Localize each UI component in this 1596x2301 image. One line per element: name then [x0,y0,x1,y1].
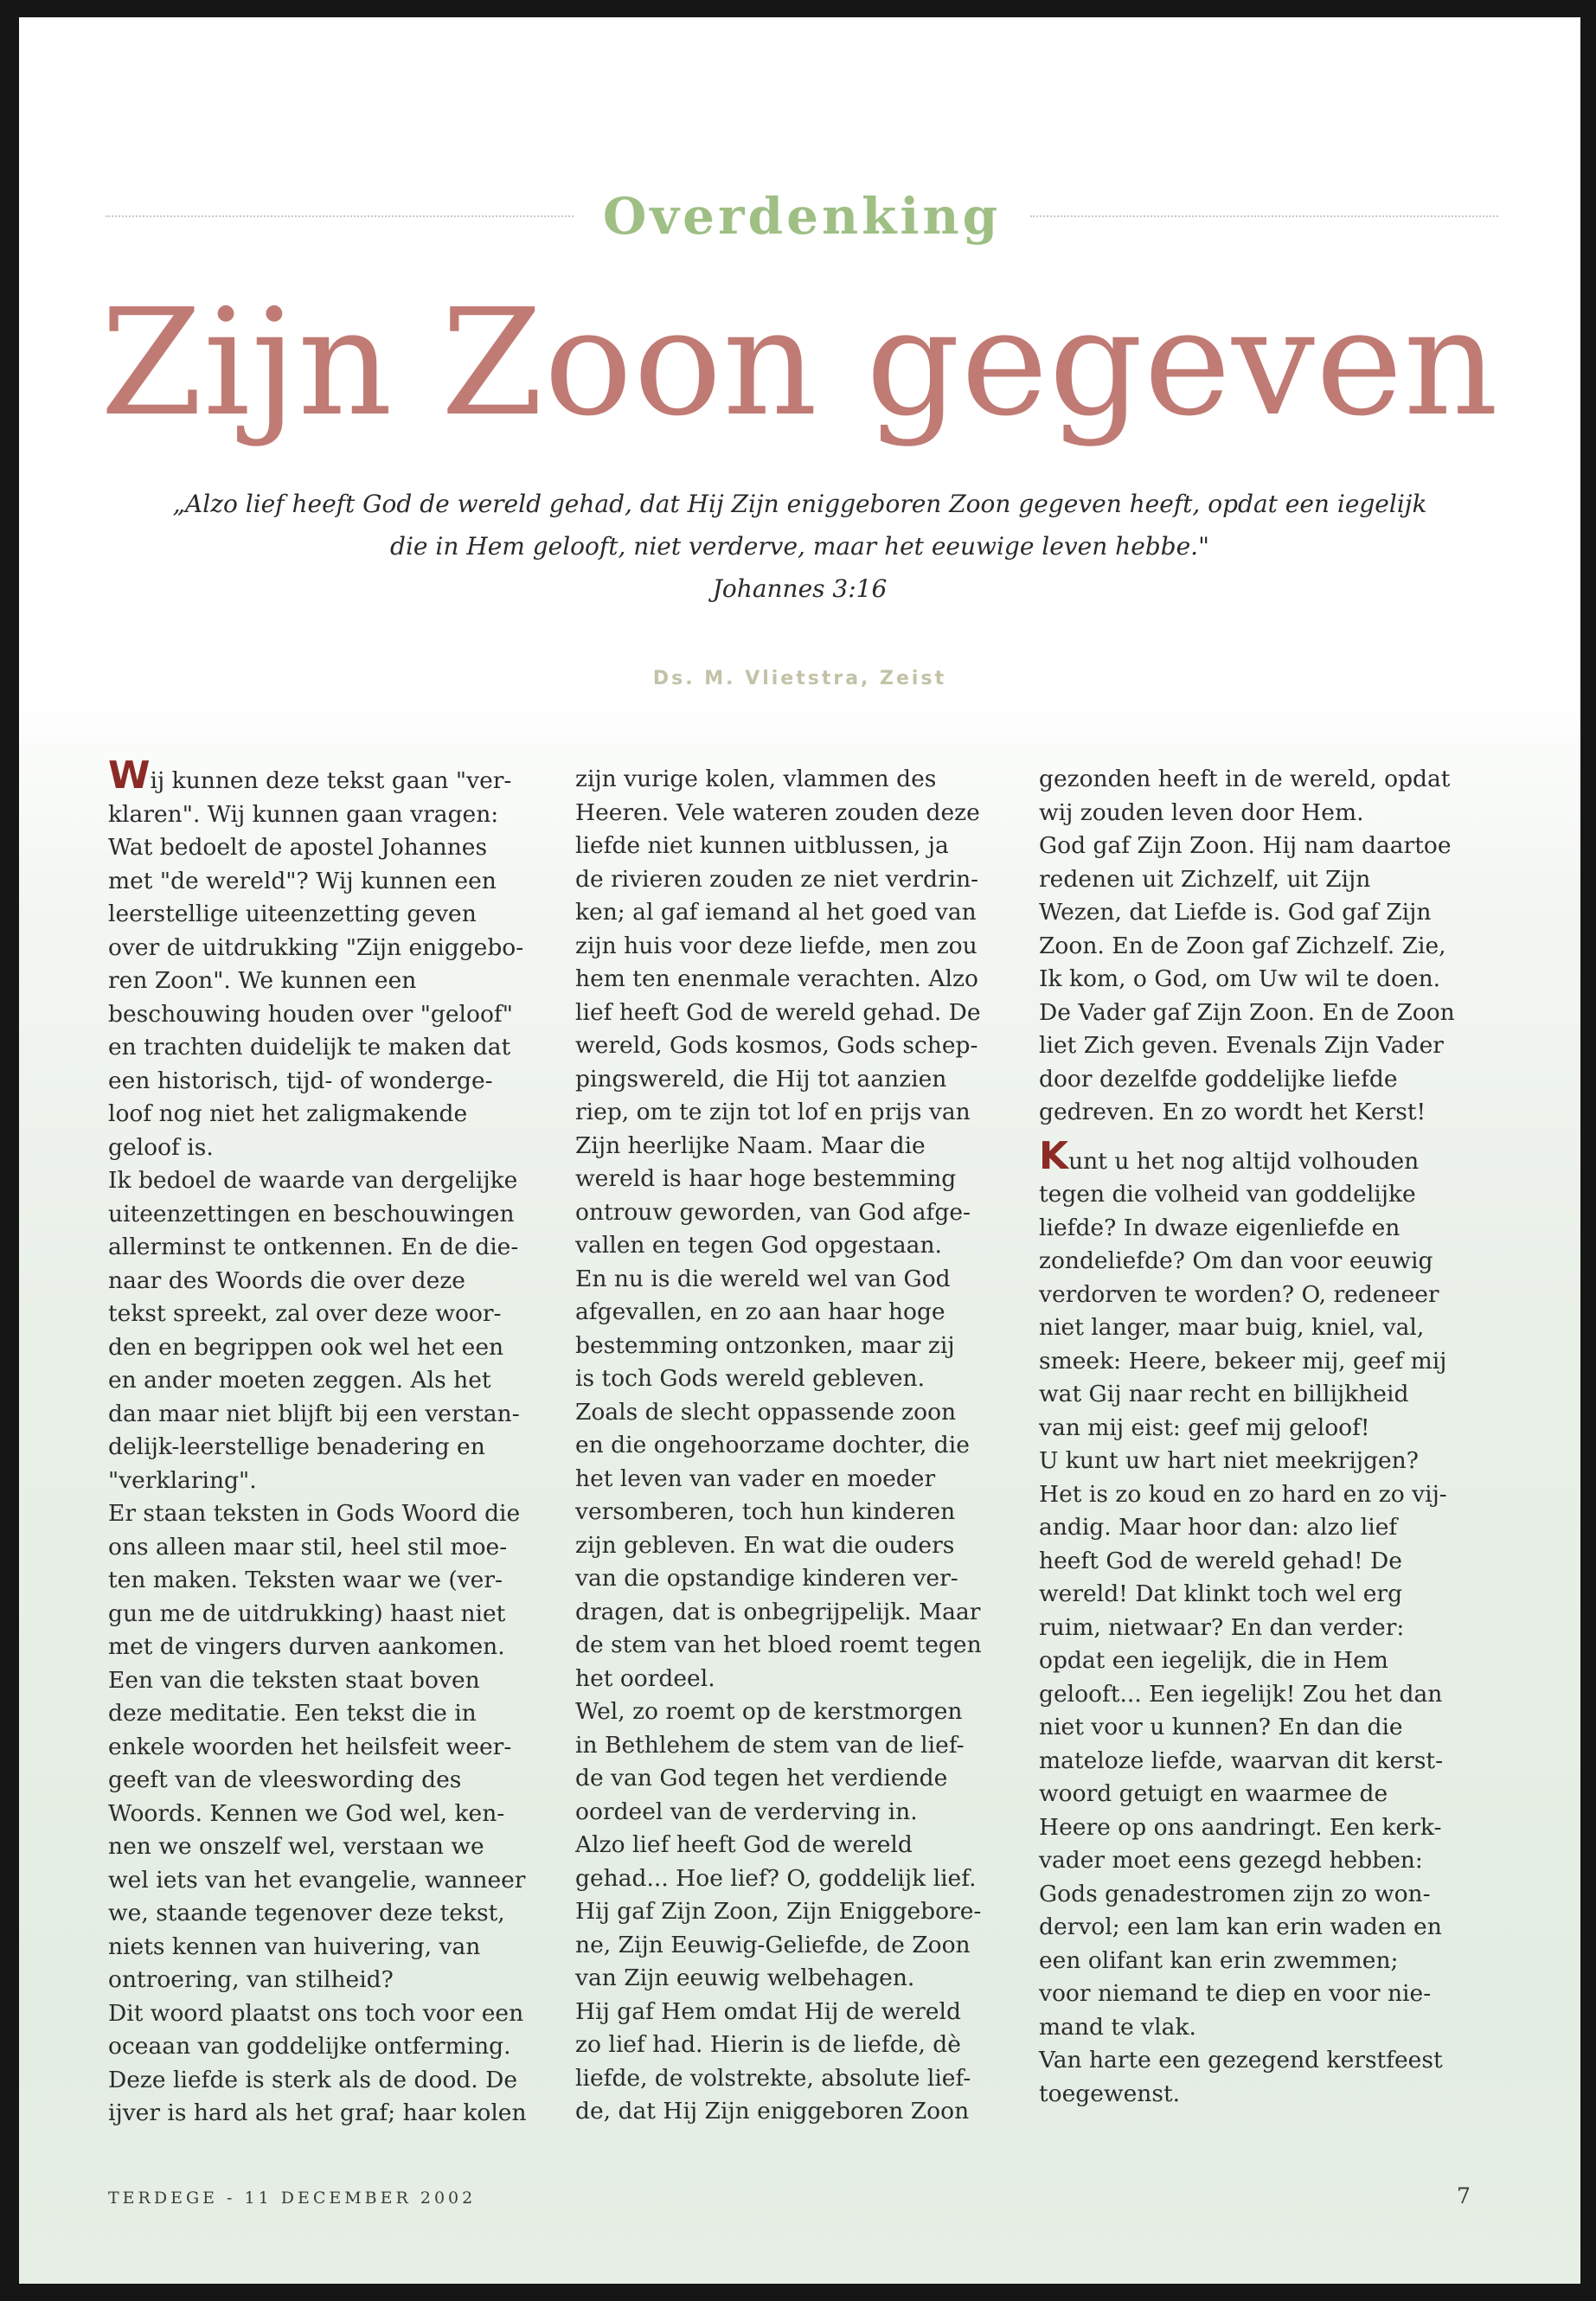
body-text-line: Gods genadestromen zijn zo won- [1039,1880,1431,1907]
body-text-line: niet voor u kunnen? En dan die [1039,1714,1403,1740]
body-text-line: Woords. Kennen we God wel, ken- [108,1799,505,1827]
body-text-line: van Zijn eeuwig welbehagen. [575,1965,915,1991]
section-header [106,182,1498,251]
body-text-line: andig. Maar hoor dan: alzo lief [1039,1514,1398,1541]
body-text-line: U kunt uw hart niet meekrijgen? [1039,1447,1419,1474]
quote-reference: Johannes 3:16 [712,574,888,603]
body-text-line: de, dat Hij Zijn eniggeboren Zoon [575,2098,970,2125]
body-text-line: ten maken. Teksten waar we (ver- [108,1567,503,1593]
body-text-line: lief heeft God de wereld gehad. De [575,998,981,1026]
body-text-line: dervol; een lam kan erin waden en [1039,1913,1442,1940]
body-text-line: Ik kom, o God, om Uw wil te doen. [1039,965,1441,992]
body-text-line: wat Gij naar recht en billijkheid [1039,1381,1409,1407]
body-text-line: afgevallen, en zo aan haar hoge [575,1298,945,1325]
body-text-line: gezonden heeft in de wereld, opdat [1039,766,1451,792]
body-text-line: ken; al gaf iemand al het goed van [575,899,977,926]
body-text-line: redenen uit Zichzelf, uit Zijn [1039,865,1371,893]
body-text-line: is toch Gods wereld gebleven. [575,1365,926,1392]
text-column-3 [1039,763,1489,2111]
body-text-line: ijver is hard als het graf; haar kolen [108,2099,527,2126]
body-text-line: en die ongehoorzame dochter, die [575,1432,970,1458]
body-text-line: ontrouw geworden, van God afge- [575,1198,971,1226]
body-text-line: leerstellige uiteenzetting geven [108,901,477,927]
body-text-line: uiteenzettingen en beschouwingen [108,1200,515,1227]
body-text-line: En nu is die wereld wel van God [575,1265,951,1292]
body-text-line: ontroering, van stilheid? [108,1966,394,1993]
quote-line: die in Hem gelooft, niet verderve, maar het eeuwige leven hebbe." [390,532,1209,561]
body-text-line: naar des Woords die over deze [108,1266,465,1294]
body-text-line: woord getuigt en waarmee de [1039,1780,1388,1807]
body-text-line: een olifant kan erin zwemmen; [1039,1946,1399,1974]
body-text-line: geloof is. [108,1133,214,1161]
text-column-2 [575,763,1025,2129]
body-text-line: van mij eist: geef mij geloof! [1039,1413,1370,1441]
body-text-line: ruim, nietwaar? En dan verder: [1039,1613,1405,1641]
body-text-line: opdat een iegelijk, die in Hem [1039,1647,1388,1674]
body-text-line: ne, Zijn Eeuwig-Geliefde, de Zoon [575,1931,971,1958]
body-text-line: verdorven te worden? O, redeneer [1039,1280,1439,1308]
body-text-line: Kunt u het nog altijd volhouden [1039,1133,1420,1178]
body-text-line: delijk-leerstellige benadering en [108,1433,485,1460]
drop-cap: W [108,753,151,798]
body-text-line: en trachten duidelijk te maken dat [108,1034,511,1061]
body-text-line: hem ten enenmale verachten. Alzo [575,965,978,992]
body-text-line: tekst spreekt, zal over deze woor- [108,1300,502,1327]
body-text-line: Ik bedoel de waarde van dergelijke [108,1167,518,1194]
body-text-line: Een van die teksten staat boven [108,1666,480,1694]
scripture-quote [123,483,1477,610]
body-text-line: Alzo lief heeft God de wereld [575,1831,913,1858]
body-text-line: Er staan teksten in Gods Woord die [108,1500,521,1527]
body-text-line: wereld! Dat klinkt toch wel erg [1039,1580,1403,1607]
magazine-page [19,17,1580,2284]
text-column-1 [108,753,558,2131]
body-text-line: gehad... Hoe lief? O, goddelijk lief. [575,1864,977,1892]
body-text-line: over de uitdrukking "Zijn eniggebo- [108,933,524,961]
body-text-line: geeft van de vleeswording des [108,1766,462,1793]
body-text-line: "verklaring". [108,1466,257,1494]
body-text-line: heeft God de wereld gehad! De [1039,1547,1402,1574]
body-text-line: zondeliefde? Om dan voor eeuwig [1039,1247,1433,1274]
body-text-line: nen we onszelf wel, verstaan we [108,1833,484,1860]
body-text-line: Zoals de slecht oppassende zoon [575,1398,957,1426]
body-text-line: Wat bedoelt de apostel Johannes [108,834,488,861]
body-text-line: Dit woord plaatst ons toch voor een [108,1999,524,2027]
article-body [108,753,1492,2147]
body-text-line: wel iets van het evangelie, wanneer [108,1866,526,1894]
body-text-line: zo lief had. Hierin is de liefde, dè [575,2031,961,2058]
body-text-line: God gaf Zijn Zoon. Hij nam daartoe [1039,832,1452,859]
body-text-line: met "de wereld"? Wij kunnen een [108,867,497,894]
body-text-line: smeek: Heere, bekeer mij, geef mij [1039,1347,1447,1375]
body-text-line: vader moet eens gezegd hebben: [1039,1847,1423,1874]
publication-footer: TERDEGE - 11 DECEMBER 2002 [108,2189,477,2208]
body-text-line: deze meditatie. Een tekst die in [108,1700,477,1727]
body-text-line: gedreven. En zo wordt het Kerst! [1039,1099,1426,1125]
body-text-line: enkele woorden het heilsfeit weer- [108,1733,512,1760]
body-text-line: Hij gaf Zijn Zoon, Zijn Eniggebore- [575,1898,982,1925]
body-text-line: oceaan van goddelijke ontferming. [108,2033,511,2060]
body-text-line: beschouwing houden over "geloof" [108,1000,513,1028]
body-text-line: de van God tegen het verdiende [575,1765,948,1791]
body-text-line: versomberen, toch hun kinderen [575,1498,956,1525]
body-text-line: in Bethlehem de stem van de lief- [575,1731,965,1759]
body-text-line: zijn vurige kolen, vlammen des [575,766,937,792]
body-text-line: liefde? In dwaze eigenliefde en [1039,1214,1401,1241]
body-text-line: gun me de uitdrukking) haast niet [108,1599,506,1627]
paragraph-gap [1039,1130,1489,1144]
body-text-line: het leven van vader en moeder [575,1465,936,1492]
body-text-line: Zoon. En de Zoon gaf Zichzelf. Zie, [1039,932,1446,959]
body-text-line: de rivieren zouden ze niet verdrin- [575,865,979,893]
body-text-line: allerminst te ontkennen. En de die- [108,1234,519,1260]
body-text-line: Heere op ons aandringt. Een kerk- [1039,1813,1442,1841]
body-text-line: door dezelfde goddelijke liefde [1039,1065,1398,1093]
body-text-line: liefde niet kunnen uitblussen, ja [575,832,949,859]
body-text-line: met de vingers durven aankomen. [108,1633,505,1660]
dotted-rule-right [1030,215,1498,217]
body-text-line: klaren". Wij kunnen gaan vragen: [108,800,499,828]
body-text-line: Wij kunnen deze tekst gaan "ver- [108,753,512,798]
body-text-line: het oordeel. [575,1664,715,1692]
drop-cap: K [1039,1133,1069,1178]
quote-line: „Alzo lief heeft God de wereld gehad, dat Hij Zijn eniggeboren Zoon gegeven heeft, opdat een iegelijk [172,490,1427,518]
body-text-line: en ander moeten zeggen. Als het [108,1367,491,1394]
body-text-line: we, staande tegenover deze tekst, [108,1900,505,1926]
body-text-line: wereld is haar hoge bestemming [575,1165,957,1192]
body-text-line: ons alleen maar stil, heel stil moe- [108,1533,508,1561]
body-text-line: loof nog niet het zaligmakende [108,1100,468,1127]
body-text-line: wereld, Gods kosmos, Gods schep- [575,1032,978,1059]
body-text-line: Zijn heerlijke Naam. Maar die [575,1131,926,1159]
dotted-rule-left [106,215,574,217]
body-text-line: den en begrippen ook wel het een [108,1333,504,1361]
body-text-line: Het is zo koud en zo hard en zo vij- [1039,1480,1447,1508]
body-text-line: wij zouden leven door Hem. [1039,798,1364,826]
body-text-line: toegewenst. [1039,2080,1181,2107]
body-text-line: de stem van het bloed roemt tegen [575,1631,982,1658]
page-number: 7 [1457,2183,1471,2208]
body-text-line: vallen en tegen God opgestaan. [575,1232,942,1259]
author-byline: Ds. M. Vlietstra, Zeist [652,668,947,689]
body-text-line: niet langer, maar buig, kniel, val, [1039,1314,1425,1341]
body-text-line: oordeel van de verderving in. [575,1798,918,1825]
body-text-line: pingswereld, die Hij tot aanzien [575,1065,947,1093]
body-text-line: een historisch, tijd- of wonderge- [108,1067,493,1094]
article-title: Zijn Zoon gegeven [99,278,1500,449]
body-text-line: Wezen, dat Liefde is. God gaf Zijn [1039,899,1432,926]
body-text-line: zijn gebleven. En wat die ouders [575,1531,955,1559]
body-text-line: van die opstandige kinderen ver- [575,1565,958,1592]
body-text-line: zijn huis voor deze liefde, men zou [575,932,977,959]
body-text-line: Hij gaf Hem omdat Hij de wereld [575,1997,961,2025]
body-text-line: Wel, zo roemt op de kerstmorgen [575,1698,963,1725]
section-kicker: Overdenking [602,187,1002,246]
body-text-line: liet Zich geven. Evenals Zijn Vader [1039,1032,1444,1059]
body-text-line: riep, om te zijn tot lof en prijs van [575,1099,971,1125]
body-text-line: liefde, de volstrekte, absolute lief- [575,2064,971,2092]
body-text-line: voor niemand te diep en voor nie- [1039,1980,1432,2007]
body-text-line: Van harte een gezegend kerstfeest [1039,2047,1443,2073]
body-text-line: Deze liefde is sterk als de dood. De [108,2066,518,2093]
body-text-line: mand te vlak. [1039,2013,1196,2041]
body-text-line: bestemming ontzonken, maar zij [575,1331,955,1359]
body-text-line: dan maar niet blijft bij een verstan- [108,1400,520,1427]
body-text-line: gelooft... Een iegelijk! Zou het dan [1039,1680,1443,1708]
body-text-line: dragen, dat is onbegrijpelijk. Maar [575,1598,981,1625]
body-text-line: mateloze liefde, waarvan dit kerst- [1039,1747,1444,1774]
body-text-line: ren Zoon". We kunnen een [108,967,417,994]
body-text-line: niets kennen van huivering, van [108,1932,481,1960]
body-text-line: Heeren. Vele wateren zouden deze [575,798,980,826]
body-text-line: tegen die volheid van goddelijke [1039,1181,1416,1208]
body-text-line: De Vader gaf Zijn Zoon. En de Zoon [1039,998,1455,1026]
